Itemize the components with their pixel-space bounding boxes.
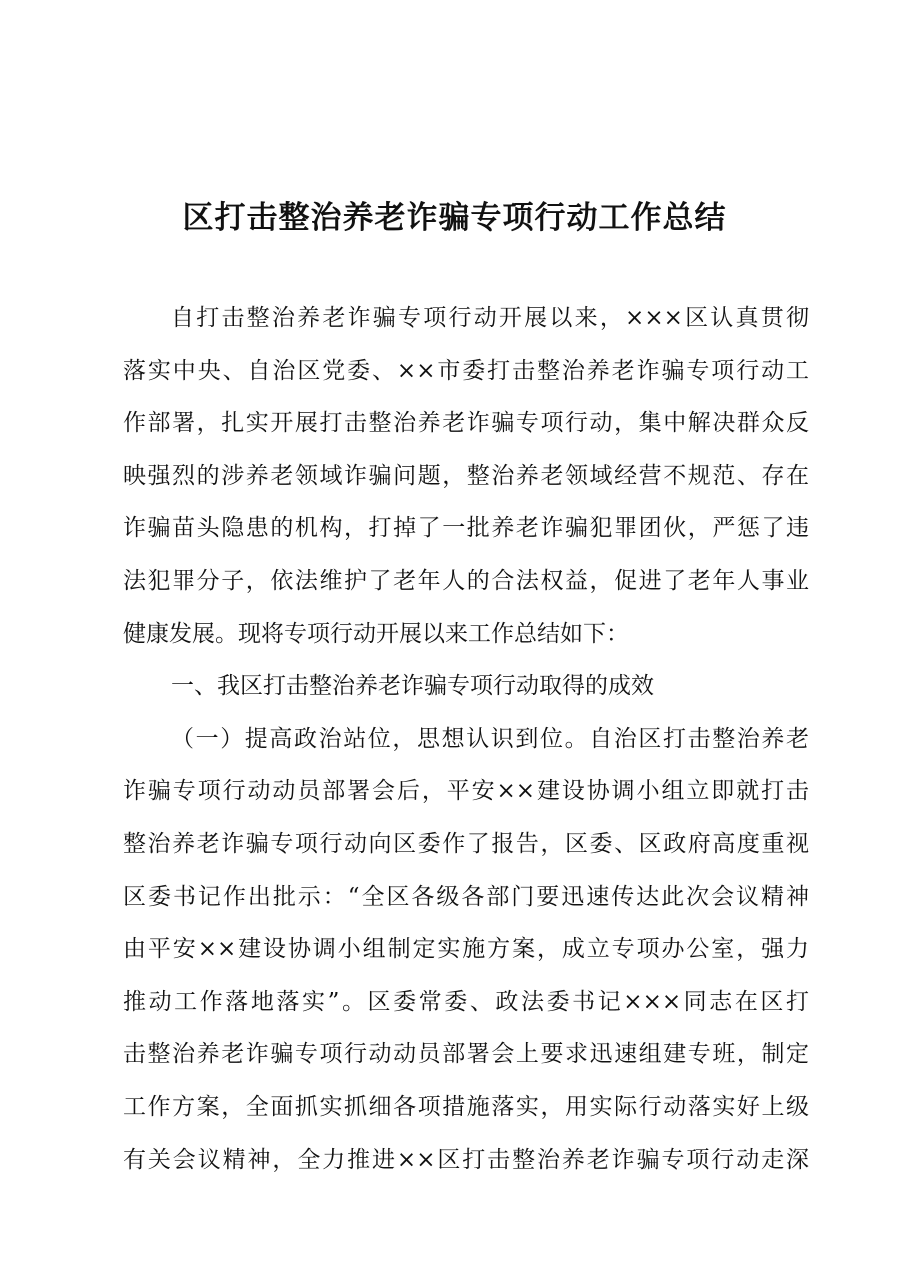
body-line: 自打击整治养老诈骗专项行动开展以来，×××区认真贯彻 [171,305,809,331]
body-line: 推动工作落地落实”。区委常委、政法委书记×××同志在区打 [123,988,809,1015]
body-line: 区委书记作出批示：“全区各级各部门要迅速传达此次会议精神 [123,883,809,910]
body-line: 映强烈的涉养老领域诈骗问题，整治养老领域经营不规范、存在 [123,462,809,489]
document-body [123,292,809,1186]
body-line: 诈骗专项行动动员部署会后，平安××建设协调小组立即就打击 [123,778,809,805]
subsection-line: （一）提高政治站位，思想认识到位。自治区打击整治养老 [171,725,809,752]
body-line: 法犯罪分子，依法维护了老年人的合法权益，促进了老年人事业 [123,567,809,594]
body-line: 健康发展。现将专项行动开展以来工作总结如下： [123,620,629,647]
body-line: 有关会议精神，全力推进××区打击整治养老诈骗专项行动走深 [123,1146,809,1173]
body-line: 诈骗苗头隐患的机构，打掉了一批养老诈骗犯罪团伙，严惩了违 [123,515,809,542]
body-line: 整治养老诈骗专项行动向区委作了报告，区委、区政府高度重视 [123,830,809,857]
body-line: 落实中央、自治区党委、××市委打击整治养老诈骗专项行动工 [123,357,809,384]
body-line: 击整治养老诈骗专项行动动员部署会上要求迅速组建专班，制定 [123,1041,809,1068]
body-line: 由平安××建设协调小组制定实施方案，成立专项办公室，强力 [123,936,809,963]
document-title: 区打击整治养老诈骗专项行动工作总结 [182,200,727,236]
body-line: 作部署，扎实开展打击整治养老诈骗专项行动，集中解决群众反 [123,410,809,437]
section-heading: 一、我区打击整治养老诈骗专项行动取得的成效 [171,673,654,700]
body-line: 工作方案，全面抓实抓细各项措施落实，用实际行动落实好上级 [123,1093,809,1120]
